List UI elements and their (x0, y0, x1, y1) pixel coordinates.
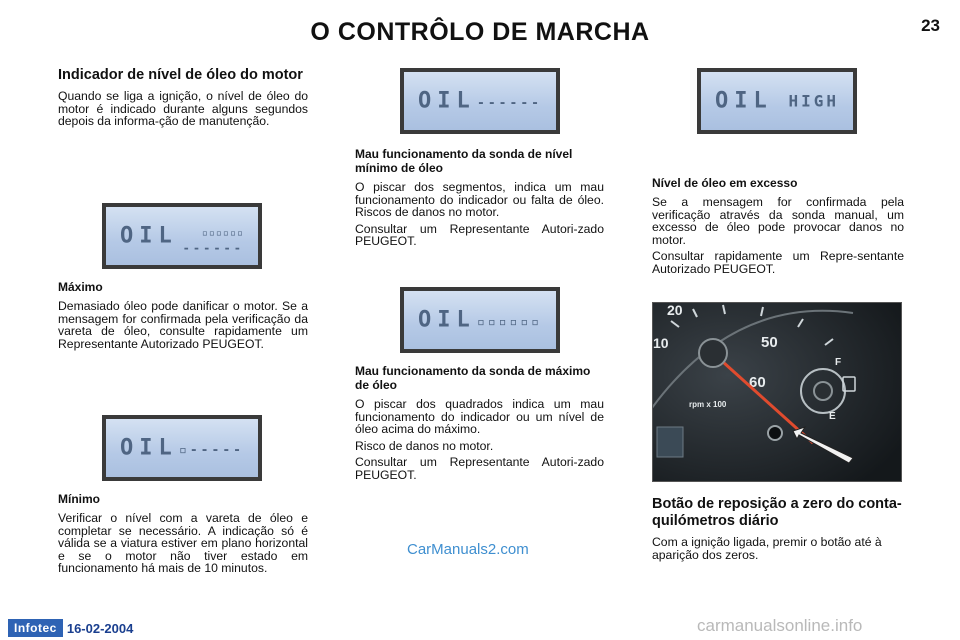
lcd-high: HIGH (788, 91, 839, 111)
lcd-display-minimum (102, 415, 262, 481)
lcd-squares: ▫▫▫▫▫▫ (201, 227, 244, 239)
minimum-text: Verificar o nível com a vareta de óleo e completar se necessário. A indicação só é válida se a viatura estiver em plano horizontal e se o motor não tiver estado em funcionamento há mais de 10 minutos. (58, 511, 308, 576)
lcd-oil-label: OIL (715, 88, 773, 114)
page-title: O CONTRÔLO DE MARCHA (310, 18, 650, 46)
minimum-section (58, 492, 308, 575)
lcd-display-fault-max (400, 287, 560, 353)
lcd-min-mark: ▫----- (179, 443, 244, 459)
maximum-section (58, 280, 308, 350)
lcd-dashes: ------ (182, 240, 244, 255)
fault-max-section (355, 364, 604, 482)
oil-level-indicator-section (58, 67, 308, 128)
fault-min-section (355, 147, 604, 248)
dial-label-10: 10 (653, 335, 669, 351)
lcd-display-high (697, 68, 857, 134)
watermark: CarManuals2.com (407, 541, 529, 558)
lcd-display-maximum (102, 203, 262, 269)
lcd-display-fault-min (400, 68, 560, 134)
lcd-dashes: ------ (477, 96, 542, 112)
page-number: 23 (921, 16, 940, 35)
trip-reset-section (652, 496, 904, 561)
dial-label-rpm: rpm x 100 (689, 400, 727, 409)
excess-contact: Consultar rapidamente um Repre-sentante Autorizado PEUGEOT. (652, 249, 904, 276)
excess-heading: Nível de óleo em excesso (652, 176, 798, 190)
lcd-oil-label: OIL (120, 435, 178, 461)
footer (8, 619, 133, 637)
trip-reset-text: Com a ignição ligada, premir o botão até à aparição dos zeros. (652, 535, 882, 562)
oil-level-intro: Quando se liga a ignição, o nível de óleo do motor é indicado durante alguns segundos depois da informa-ção de manutenção. (58, 89, 308, 129)
dial-label-20: 20 (667, 303, 683, 318)
fault-min-heading: Mau funcionamento da sonda de nível mínimo de óleo (355, 147, 573, 175)
maximum-heading: Máximo (58, 280, 103, 294)
instrument-cluster-photo (652, 302, 902, 482)
fault-min-text: O piscar dos segmentos, indica um mau funcionamento do indicador ou falta de óleo. Riscos de danos no motor. (355, 180, 604, 220)
site-watermark: carmanualsonline.info (697, 616, 863, 635)
dial-label-f: F (835, 357, 842, 368)
lcd-oil-label: OIL (120, 223, 178, 249)
oil-level-heading: Indicador de nível de óleo do motor (58, 67, 303, 83)
fault-max-contact: Consultar um Representante Autori-zado PEUGEOT. (355, 455, 604, 482)
excess-text: Se a mensagem for confirmada pela verificação através da sonda manual, um excesso de óleo pode provocar danos no motor. (652, 195, 904, 247)
dial-label-e: E (829, 411, 836, 422)
maximum-text: Demasiado óleo pode danificar o motor. Se a mensagem for confirmada pela verificação da vareta de óleo, consulte rapidamente um Representante Autorizado PEUGEOT. (58, 299, 308, 351)
fault-min-contact: Consultar um Representante Autori-zado PEUGEOT. (355, 221, 604, 249)
fault-max-text: O piscar dos quadrados indica um mau funcionamento do indicador ou um nível de óleo acima do máximo. (355, 397, 604, 437)
fault-max-heading: Mau funcionamento da sonda de máximo de óleo (355, 364, 591, 392)
lcd-oil-label: OIL (418, 88, 476, 114)
minimum-heading: Mínimo (58, 492, 100, 506)
lcd-oil-label: OIL (418, 307, 476, 333)
footer-date: 16-02-2004 (66, 620, 134, 636)
fault-max-risk: Risco de danos no motor. (355, 438, 494, 453)
dial-label-50: 50 (761, 334, 778, 351)
lcd-squares: ▫▫▫▫▫▫ (477, 315, 542, 331)
trip-reset-heading: Botão de reposição a zero do conta-quilómetros diário (652, 496, 902, 529)
excess-section (652, 176, 904, 276)
infotec-logo: Infotec (8, 619, 63, 637)
dial-label-60: 60 (749, 374, 766, 391)
